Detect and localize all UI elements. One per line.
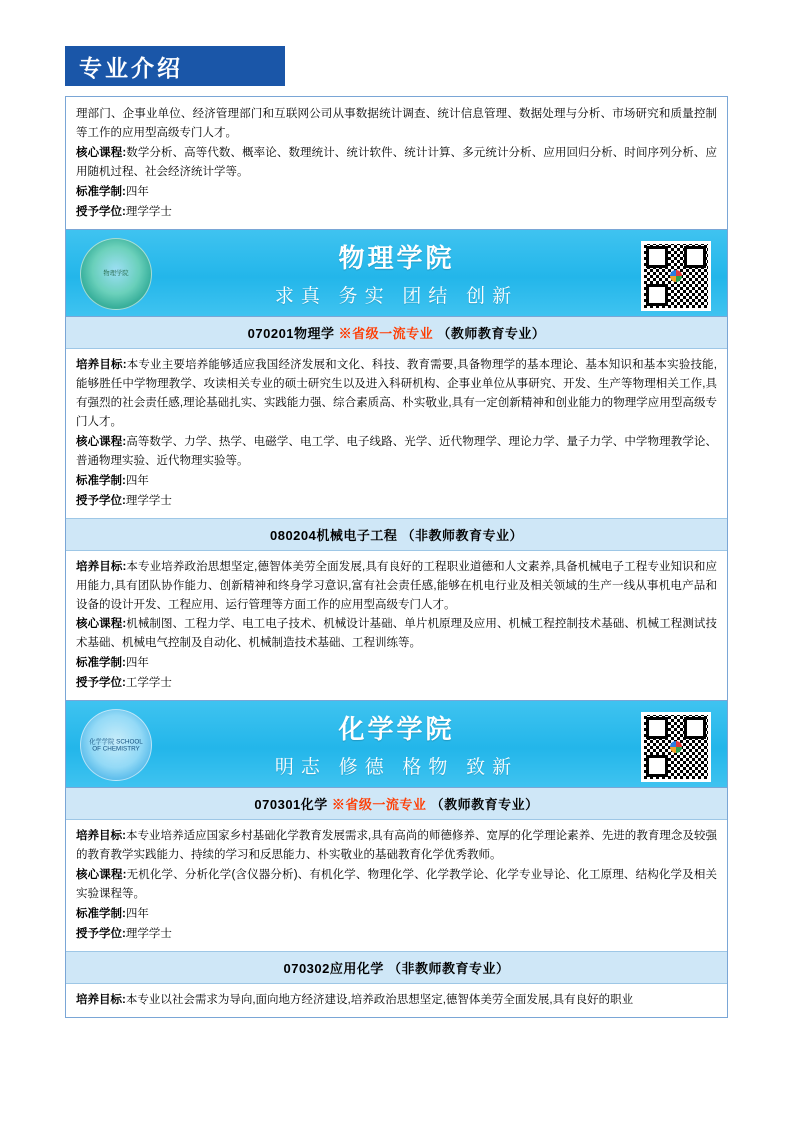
intro-system-text: 四年 (125, 185, 149, 198)
major-heading-applied-chemistry (66, 952, 727, 984)
major-core-line-mechatronics (76, 615, 717, 653)
college-logo-text-physics: 物理学院 (103, 270, 129, 277)
qr-code-physics[interactable] (641, 241, 711, 311)
major-body-applied-chemistry (66, 984, 727, 1017)
major-system-line-chemistry (76, 905, 717, 924)
major-system-label-physics: 标准学制: (76, 474, 126, 487)
college-banner-physics (66, 229, 727, 317)
college-motto-chemistry: 明志 修德 格物 致新 (274, 757, 519, 779)
major-body-chemistry (66, 820, 727, 952)
major-system-line-physics (76, 472, 717, 491)
intro-block (66, 97, 727, 229)
major-system-text-chemistry: 四年 (125, 908, 149, 921)
intro-system-line (76, 183, 717, 202)
college-logo-physics (80, 238, 152, 310)
college-banner-text-physics (275, 238, 518, 308)
intro-degree-label: 授予学位: (76, 205, 126, 218)
intro-core-label: 核心课程: (76, 146, 127, 159)
major-suffix-mechatronics: （非教师教育专业） (401, 527, 524, 543)
major-goal-line-mechatronics (76, 558, 717, 615)
college-name-physics: 物理学院 (338, 242, 455, 273)
major-degree-line-physics (76, 492, 717, 511)
major-degree-line-mechatronics (76, 674, 717, 693)
major-degree-label-physics: 授予学位: (76, 494, 126, 507)
major-body-mechatronics (66, 551, 727, 701)
major-goal-line-applied-chemistry (76, 991, 717, 1010)
major-degree-text-mechatronics: 工学学士 (125, 677, 172, 690)
intro-degree-line (76, 203, 717, 222)
college-logo-chemistry (80, 709, 152, 781)
major-goal-line-chemistry (76, 827, 717, 865)
major-code-title-physics: 070201物理学 (247, 325, 335, 341)
major-system-label-mechatronics: 标准学制: (76, 657, 126, 670)
major-core-text-physics: 高等数学、力学、热学、电磁学、电工学、电子线路、光学、近代物理学、理论力学、量子力学、中学物理教学论、普通物理实验、近代物理实验等。 (76, 435, 717, 467)
intro-degree-text: 理学学士 (125, 205, 172, 218)
content-frame (65, 96, 728, 1018)
major-body-physics (66, 349, 727, 519)
major-core-label-mechatronics: 核心课程: (76, 618, 127, 631)
major-degree-label-chemistry: 授予学位: (76, 928, 126, 941)
major-badge-chemistry: ※省级一流专业 (331, 797, 427, 813)
college-banner-text-chemistry (275, 709, 518, 779)
major-goal-line-physics (76, 356, 717, 432)
page-header-banner (65, 46, 285, 86)
major-heading-physics (66, 317, 727, 349)
intro-core-line (76, 144, 717, 182)
intro-system-label: 标准学制: (76, 185, 126, 198)
intro-continuation-text: 理部门、企事业单位、经济管理部门和互联网公司从事数据统计调查、统计信息管理、数据处理与分析、市场研究和质量控制等工作的应用型高级专门人才。 (76, 108, 717, 139)
college-logo-text-chemistry: 化学学院 SCHOOL OF CHEMISTRY (89, 738, 143, 752)
major-badge-physics: ※省级一流专业 (338, 325, 434, 341)
college-name-chemistry: 化学学院 (338, 714, 455, 745)
major-goal-label-mechatronics: 培养目标: (76, 560, 127, 573)
major-core-text-chemistry: 无机化学、分析化学(含仪器分析)、有机化学、物理化学、化学教学论、化学专业导论、化工原理、结构化学及相关实验课程等。 (76, 869, 717, 901)
major-core-label-physics: 核心课程: (76, 435, 127, 448)
major-core-label-chemistry: 核心课程: (76, 869, 127, 882)
major-heading-mechatronics (66, 519, 727, 551)
intro-core-text: 数学分析、高等代数、概率论、数理统计、统计软件、统计计算、多元统计分析、应用回归分析、时间序列分析、应用随机过程、社会经济统计学等。 (76, 146, 717, 178)
qr-code-chemistry[interactable] (641, 712, 711, 782)
major-code-title-chemistry: 070301化学 (254, 797, 328, 813)
major-goal-label-physics: 培养目标: (76, 358, 127, 371)
major-goal-text-mechatronics: 本专业培养政治思想坚定,德智体美劳全面发展,具有良好的工程职业道德和人文素养,具备机械电子工程专业知识和应用能力,具有团队协作能力、创新精神和终身学习意识,富有社会责任感,能够在机电行业及相关领域的生产一线从事机电产品和设备的设计开发、工程应用、运行管理等方面工作的应用型高级专门人才。 (76, 560, 717, 611)
college-motto-physics: 求真 务实 团结 创新 (274, 285, 519, 307)
college-banner-chemistry (66, 700, 727, 788)
major-degree-text-physics: 理学学士 (125, 494, 172, 507)
major-code-title-mechatronics: 080204机械电子工程 (269, 527, 398, 543)
major-degree-line-chemistry (76, 925, 717, 944)
major-core-line-physics (76, 433, 717, 471)
major-core-line-chemistry (76, 866, 717, 904)
major-system-text-mechatronics: 四年 (125, 657, 149, 670)
page-title: 专业介绍 (79, 54, 183, 81)
major-suffix-chemistry: （教师教育专业） (430, 797, 539, 813)
major-suffix-physics: （教师教育专业） (437, 325, 546, 341)
major-goal-text-chemistry: 本专业培养适应国家乡村基础化学教育发展需求,具有高尚的师德修养、宽厚的化学理论素养、先进的教育理念及较强的教育教学实践能力、持续的学习和反思能力、朴实敬业的基础教育化学优秀教师。 (76, 830, 717, 862)
major-code-title-applied-chemistry: 070302应用化学 (283, 961, 384, 977)
major-heading-chemistry (66, 788, 727, 820)
major-suffix-applied-chemistry: （非教师教育专业） (388, 961, 510, 977)
major-goal-text-physics: 本专业主要培养能够适应我国经济发展和文化、科技、教育需要,具备物理学的基本理论、基本知识和基本实验技能,能够胜任中学物理教学、攻读相关专业的硕士研究生以及进入科研机构、企事业单位从事研究、开发、生产等物理相关工作,具有强烈的社会责任感,理论基础扎实、实践能力强、综合素质高、朴实敬业,具有一定创新精神和创业能力的物理学应用型高级专门人才。 (76, 358, 717, 428)
major-degree-text-chemistry: 理学学士 (125, 928, 172, 941)
major-goal-label-applied-chemistry: 培养目标: (76, 994, 126, 1007)
major-system-line-mechatronics (76, 654, 717, 673)
major-system-text-physics: 四年 (125, 474, 149, 487)
major-goal-text-applied-chemistry: 本专业以社会需求为导向,面向地方经济建设,培养政治思想坚定,德智体美劳全面发展,具有良好的职业 (125, 994, 634, 1007)
major-system-label-chemistry: 标准学制: (76, 908, 126, 921)
major-core-text-mechatronics: 机械制图、工程力学、电工电子技术、机械设计基础、单片机原理及应用、机械工程控制技术基础、机械工程测试技术基础、机械电气控制及自动化、机械制造技术基础、工程训练等。 (76, 618, 717, 650)
major-degree-label-mechatronics: 授予学位: (76, 677, 126, 690)
major-goal-label-chemistry: 培养目标: (76, 830, 126, 843)
